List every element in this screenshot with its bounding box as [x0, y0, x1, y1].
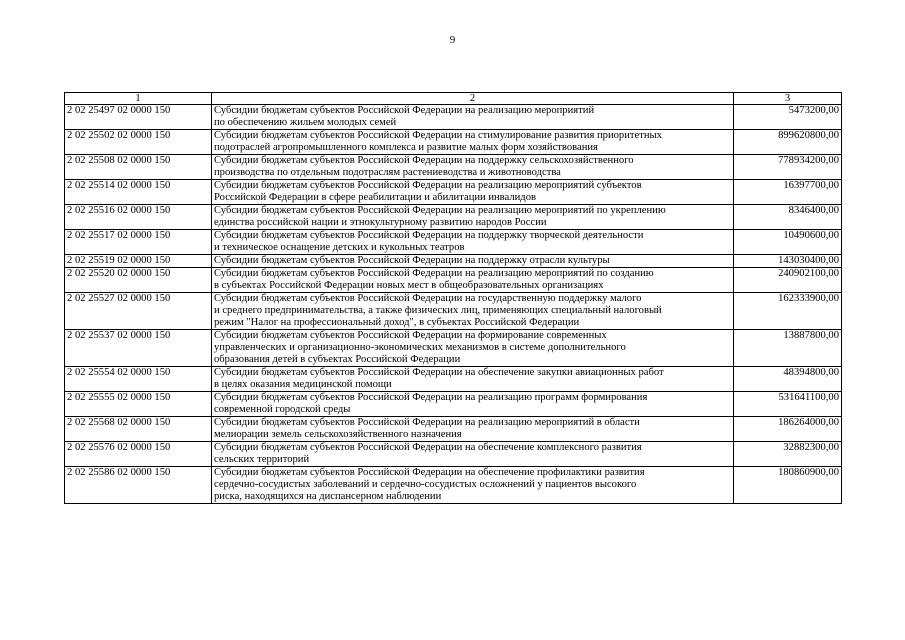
table-row	[65, 105, 842, 130]
budget-code-cell: 2 02 25527 02 0000 150	[65, 293, 212, 330]
amount-cell: 16397700,00	[734, 180, 842, 205]
table-row	[65, 417, 842, 442]
budget-code-cell: 2 02 25514 02 0000 150	[65, 180, 212, 205]
description-cell: Субсидии бюджетам субъектов Российской Федерации на обеспечение профилактики развития сердечно-сосудистых заболеваний и сердечно-сосудистых осложнений у пациентов высокого риска, находящихся на диспансерном наблюдении	[212, 467, 734, 504]
budget-code-cell: 2 02 25586 02 0000 150	[65, 467, 212, 504]
table-row	[65, 467, 842, 504]
description-cell: Субсидии бюджетам субъектов Российской Федерации на реализацию мероприятий по обеспечению жильем молодых семей	[212, 105, 734, 130]
budget-code-cell: 2 02 25517 02 0000 150	[65, 230, 212, 255]
amount-cell: 778934200,00	[734, 155, 842, 180]
budget-code-cell: 2 02 25554 02 0000 150	[65, 367, 212, 392]
column-header-2: 2	[212, 93, 734, 105]
description-cell: Субсидии бюджетам субъектов Российской Федерации на реализацию мероприятий субъектов Российской Федерации в сфере реабилитации и абилитации инвалидов	[212, 180, 734, 205]
budget-code-cell: 2 02 25555 02 0000 150	[65, 392, 212, 417]
table-row	[65, 205, 842, 230]
budget-code-cell: 2 02 25576 02 0000 150	[65, 442, 212, 467]
column-header-3: 3	[734, 93, 842, 105]
amount-cell: 5473200,00	[734, 105, 842, 130]
table-header-row	[65, 93, 842, 105]
budget-table	[64, 92, 842, 504]
table-row	[65, 180, 842, 205]
amount-cell: 48394800,00	[734, 367, 842, 392]
description-cell: Субсидии бюджетам субъектов Российской Федерации на реализацию программ формирования современной городской среды	[212, 392, 734, 417]
budget-code-cell: 2 02 25508 02 0000 150	[65, 155, 212, 180]
table-row	[65, 155, 842, 180]
description-cell: Субсидии бюджетам субъектов Российской Федерации на стимулирование развития приоритетных подотраслей агропромышленного комплекса и развитие малых форм хозяйствования	[212, 130, 734, 155]
table-row	[65, 130, 842, 155]
description-cell: Субсидии бюджетам субъектов Российской Федерации на реализацию мероприятий по созданию в субъектах Российской Федерации новых мест в общеобразовательных организациях	[212, 268, 734, 293]
description-cell: Субсидии бюджетам субъектов Российской Федерации на реализацию мероприятий в области мелиорации земель сельскохозяйственного назначения	[212, 417, 734, 442]
amount-cell: 13887800,00	[734, 330, 842, 367]
amount-cell: 186264000,00	[734, 417, 842, 442]
description-cell: Субсидии бюджетам субъектов Российской Федерации на формирование современных управленческих и организационно-экономических механизмов в системе дополнительного образования детей в субъектах Российской Федерации	[212, 330, 734, 367]
table-row	[65, 293, 842, 330]
description-cell: Субсидии бюджетам субъектов Российской Федерации на государственную поддержку малого и среднего предпринимательства, а также физических лиц, применяющих специальный налоговый режим "Налог на профессиональный доход", в субъектах Российской Федерации	[212, 293, 734, 330]
description-cell: Субсидии бюджетам субъектов Российской Федерации на обеспечение закупки авиационных работ в целях оказания медицинской помощи	[212, 367, 734, 392]
budget-code-cell: 2 02 25568 02 0000 150	[65, 417, 212, 442]
table-row	[65, 230, 842, 255]
amount-cell: 240902100,00	[734, 268, 842, 293]
amount-cell: 143030400,00	[734, 255, 842, 268]
table-row	[65, 268, 842, 293]
amount-cell: 10490600,00	[734, 230, 842, 255]
column-header-1: 1	[65, 93, 212, 105]
amount-cell: 162333900,00	[734, 293, 842, 330]
budget-code-cell: 2 02 25497 02 0000 150	[65, 105, 212, 130]
budget-code-cell: 2 02 25519 02 0000 150	[65, 255, 212, 268]
table-row	[65, 330, 842, 367]
description-cell: Субсидии бюджетам субъектов Российской Федерации на поддержку отрасли культуры	[212, 255, 734, 268]
table-row	[65, 255, 842, 268]
amount-cell: 180860900,00	[734, 467, 842, 504]
table-row	[65, 442, 842, 467]
description-cell: Субсидии бюджетам субъектов Российской Федерации на поддержку творческой деятельности и техническое оснащение детских и кукольных театров	[212, 230, 734, 255]
amount-cell: 531641100,00	[734, 392, 842, 417]
page-number: 9	[449, 34, 456, 46]
budget-code-cell: 2 02 25537 02 0000 150	[65, 330, 212, 367]
description-cell: Субсидии бюджетам субъектов Российской Федерации на реализацию мероприятий по укреплению единства российской нации и этнокультурному развитию народов России	[212, 205, 734, 230]
description-cell: Субсидии бюджетам субъектов Российской Федерации на обеспечение комплексного развития сельских территорий	[212, 442, 734, 467]
table-row	[65, 367, 842, 392]
amount-cell: 899620800,00	[734, 130, 842, 155]
table-row	[65, 392, 842, 417]
budget-code-cell: 2 02 25502 02 0000 150	[65, 130, 212, 155]
budget-code-cell: 2 02 25516 02 0000 150	[65, 205, 212, 230]
amount-cell: 32882300,00	[734, 442, 842, 467]
budget-code-cell: 2 02 25520 02 0000 150	[65, 268, 212, 293]
amount-cell: 8346400,00	[734, 205, 842, 230]
description-cell: Субсидии бюджетам субъектов Российской Федерации на поддержку сельскохозяйственного производства по отдельным подотраслям растениеводства и животноводства	[212, 155, 734, 180]
